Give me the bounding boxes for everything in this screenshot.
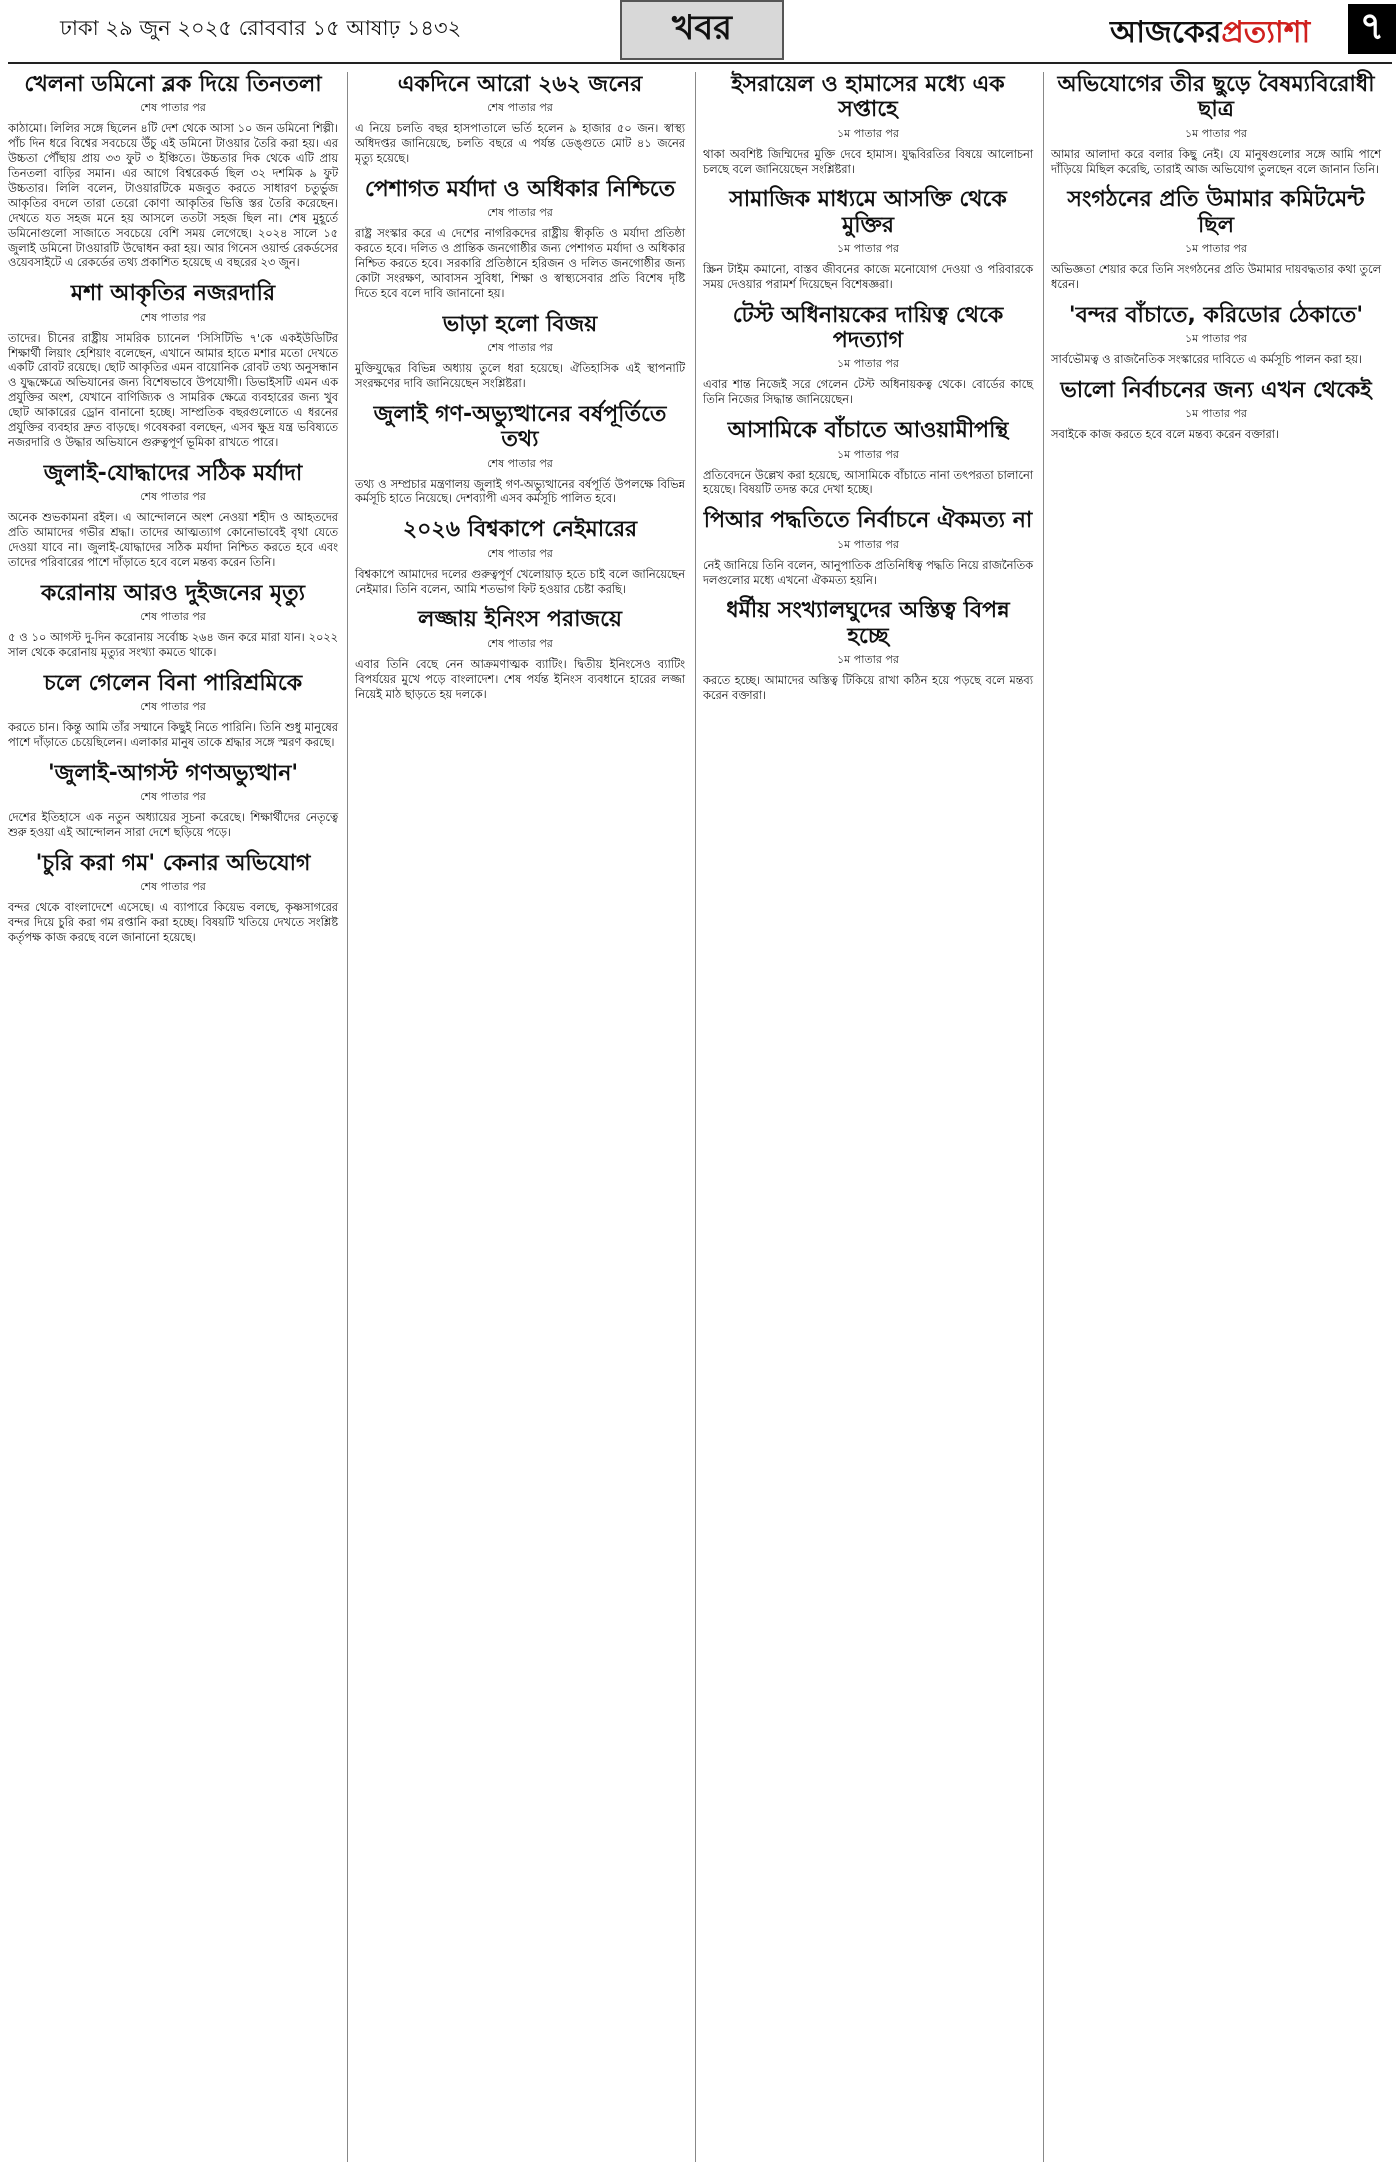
news-article (355, 72, 685, 167)
headline: টেস্ট অধিনায়কের দায়িত্ব থেকে পদত্যাগ (732, 302, 1004, 354)
headline: মশা আকৃতির নজরদারি (70, 281, 276, 307)
headline: ধর্মীয় সংখ্যালঘুদের অস্তিত্ব বিপন্ন হচ্ছে (726, 598, 1010, 649)
section-title: খবর (620, 0, 784, 60)
news-article (1051, 378, 1381, 443)
headline: একদিনে আরো ২৬২ জনের (397, 72, 643, 97)
news-article (1051, 303, 1381, 368)
page-number: ৭ (1348, 4, 1396, 54)
article-body: তাদের। চীনের রাষ্ট্রীয় সামরিক চ্যানেল 'সিসিটিভি ৭'কে একইউডিটির শিক্ষার্থী লিয়াং হেশিয়াং বলেছেন, এখানে আমার হাতে মশার মতো দেখতে একটি রোবট রয়েছে। ছোট আকৃতির এমন বায়োনিক রোবট তথ্য অনুসন্ধান ও যুদ্ধক্ষেত্রে অভিযানের জন্য বিশেষভাবে উপযোগী। ডিভাইসটি এমন এক প্রযুক্তির অংশ, যেখানে বাণিজ্যিক ও সামরিক ক্ষেত্রে ব্যবহারের জন্য খুব ছোট আকারের ড্রোন বানানো হচ্ছে। সাম্প্রতিক বছরগুলোতে এ ধরনের প্রযুক্তির ব্যবহার দ্রুত বাড়ছে। গবেষকরা বলছেন, এসব ক্ষুদ্র যন্ত্র ভবিষ্যতে নজরদারি ও উদ্ধার অভিযানে গুরুত্বপূর্ণ ভূমিকা রাখতে পারে। (8, 331, 338, 449)
headline: 'চুরি করা গম' কেনার অভিযোগ (35, 851, 311, 877)
article-body: বিশ্বকাপে আমাদের দলের গুরুত্বপূর্ণ খেলোয়াড় হতে চাই বলে জানিয়েছেন নেইমার। তিনি বলেন, আমি শতভাগ ফিট হওয়ার চেষ্টা করছি। (355, 567, 685, 596)
news-article (355, 402, 685, 507)
article-body: দেশের ইতিহাসে এক নতুন অধ্যায়ের সূচনা করেছে। শিক্ষার্থীদের নেতৃত্বে শুরু হওয়া এই আন্দোলন সারা দেশে ছড়িয়ে পড়ে। (8, 811, 338, 840)
continuation-label: শেষ পাতার পর (140, 700, 206, 714)
headline: পিআর পদ্ধতিতে নির্বাচনে ঐকমত্য না (703, 508, 1033, 534)
article-body: অভিজ্ঞতা শেয়ার করে তিনি সংগঠনের প্রতি উমামার দায়বদ্ধতার কথা তুলে ধরেন। (1051, 263, 1381, 291)
continuation-label: ১ম পাতার পর (837, 537, 899, 551)
continuation-label: ১ম পাতার পর (837, 447, 899, 461)
column-2 (355, 72, 685, 712)
news-article (8, 671, 338, 751)
news-article (8, 281, 338, 451)
column-4 (1051, 72, 1381, 453)
logo-part-a: আজকের (1110, 15, 1222, 50)
column-3 (703, 72, 1033, 714)
news-article (355, 607, 685, 702)
headline: 'জুলাই-আগস্ট গণঅভ্যুত্থান' (47, 761, 299, 787)
headline: জুলাই-যোদ্ধাদের সঠিক মর্যাদা (43, 460, 303, 486)
headline: পেশাগত মর্যাদা ও অধিকার নিশ্চিতে (364, 177, 676, 203)
news-article (355, 517, 685, 597)
dateline: ঢাকা ২৯ জুন ২০২৫ রোববার ১৫ আষাঢ় ১৪৩২ (60, 16, 462, 40)
news-article (8, 581, 338, 661)
article-body: এবার তিনি বেছে নেন আক্রমণাত্মক ব্যাটিং। দ্বিতীয় ইনিংসেও ব্যাটিং বিপর্যয়ের মুখে পড়ে বাংলাদেশ। শেষ পর্যন্ত ইনিংস ব্যবধানে হারের লজ্জা নিয়েই মাঠ ছাড়তে হয় দলকে। (355, 657, 685, 701)
article-body: অনেক শুভকামনা রইল। এ আন্দোলনে অংশ নেওয়া শহীদ ও আহতদের প্রতি আমাদের গভীর শ্রদ্ধা। তাদের আত্মত্যাগ কোনোভাবেই বৃথা যেতে দেওয়া যাবে না। জুলাই-যোদ্ধাদের সঠিক মর্যাদা নিশ্চিত করতে হবে এবং তাদের পরিবারের পাশে দাঁড়াতে হবে বলে মন্তব্য করেন তিনি। (8, 511, 338, 569)
logo-part-b: প্রত্যাশা (1221, 15, 1311, 50)
continuation-label: শেষ পাতার পর (487, 456, 553, 470)
headline: 'বন্দর বাঁচাতে, করিডোর ঠেকাতে' (1068, 302, 1364, 328)
news-article (8, 761, 338, 841)
continuation-label: ১ম পাতার পর (837, 357, 899, 371)
article-body: নেই জানিয়ে তিনি বলেন, আনুপাতিক প্রতিনিধিত্ব পদ্ধতি নিয়ে রাজনৈতিক দলগুলোর মধ্যে এখনো ঐকমত্য হয়নি। (703, 558, 1033, 587)
article-body: ৫ ও ১০ আগস্ট দু-দিন করোনায় সর্বোচ্চ ২৬৪ জন করে মারা যান। ২০২২ সাল থেকে করোনায় মৃত্যুর সংখ্যা কমতে থাকে। (8, 631, 338, 660)
continuation-label: ১ম পাতার পর (1185, 242, 1247, 255)
headline: সামাজিক মাধ্যমে আসক্তি থেকে মুক্তির (729, 187, 1007, 238)
news-article (8, 72, 338, 271)
article-body: মুক্তিযুদ্ধের বিভিন্ন অধ্যায় তুলে ধরা হয়েছে। ঐতিহাসিক এই স্থাপনাটি সংরক্ষণের দাবি জানিয়েছেন সংশ্লিষ্টরা। (355, 362, 685, 391)
continuation-label: ১ম পাতার পর (837, 126, 899, 140)
continuation-label: শেষ পাতার পর (140, 490, 206, 504)
continuation-label: শেষ পাতার পর (140, 790, 206, 804)
continuation-label: শেষ পাতার পর (140, 610, 206, 624)
continuation-label: শেষ পাতার পর (487, 341, 553, 355)
article-body: আমার আলাদা করে বলার কিছু নেই। যে মানুষগুলোর সঙ্গে আমি পাশে দাঁড়িয়ে মিছিল করেছি, তারাই আজ অভিযোগ তুলছেন বলে জানান তিনি। (1051, 147, 1381, 176)
article-body: তথ্য ও সম্প্রচার মন্ত্রণালয় জুলাই গণ-অভ্যুত্থানের বর্ষপূর্তি উপলক্ষে বিভিন্ন কর্মসূচি হাতে নিয়েছে। দেশব্যাপী এসব কর্মসূচি পালিত হবে। (355, 477, 685, 506)
article-body: এবার শান্ত নিজেই সরে গেলেন টেস্ট অধিনায়কত্ব থেকে। বোর্ডের কাছে তিনি নিজের সিদ্ধান্ত জানিয়েছেন। (703, 378, 1033, 407)
headline: অভিযোগের তীর ছুড়ে বৈষম্যবিরোধী ছাত্র (1057, 72, 1375, 123)
news-article (703, 508, 1033, 588)
continuation-label: শেষ পাতার পর (487, 206, 553, 220)
headline: করোনায় আরও দুইজনের মৃত্যু (41, 580, 305, 606)
headline: জুলাই গণ-অভ্যুত্থানের বর্ষপূর্তিতে তথ্য (373, 401, 667, 453)
continuation-label: শেষ পাতার পর (487, 546, 553, 560)
headline: ভাড়া হলো বিজয় (442, 311, 598, 337)
continuation-label: শেষ পাতার পর (140, 880, 206, 894)
news-article (1051, 72, 1381, 177)
column-divider (695, 72, 696, 2162)
headline: খেলনা ডমিনো ব্লক দিয়ে তিনতলা (24, 72, 322, 97)
news-article (703, 418, 1033, 498)
continuation-label: শেষ পাতার পর (140, 310, 206, 324)
headline: চলে গেলেন বিনা পারিশ্রমিকে (43, 670, 303, 696)
continuation-label: ১ম পাতার পর (1185, 407, 1247, 421)
news-article (1051, 187, 1381, 292)
headline: সংগঠনের প্রতি উমামার কমিটমেন্ট ছিল (1067, 187, 1365, 238)
article-body: প্রতিবেদনে উল্লেখ করা হয়েছে, আসামিকে বাঁচাতে নানা তৎপরতা চালানো হয়েছে। বিষয়টি তদন্ত করে দেখা হচ্ছে। (703, 468, 1033, 497)
headline: ভালো নির্বাচনের জন্য এখন থেকেই (1060, 378, 1372, 404)
header-rule (8, 62, 1392, 64)
article-body: সার্বভৌমত্ব ও রাজনৈতিক সংস্কারের দাবিতে এ কর্মসূচি পালন করা হয়। (1051, 353, 1362, 367)
headline: ২০২৬ বিশ্বকাপে নেইমারের (402, 517, 638, 543)
article-body: সবাইকে কাজ করতে হবে বলে মন্তব্য করেন বক্তারা। (1051, 428, 1279, 442)
news-article (703, 72, 1033, 177)
headline: ইসরায়েল ও হামাসের মধ্যে এক সপ্তাহে (731, 72, 1005, 123)
continuation-label: ১ম পাতার পর (837, 653, 899, 667)
news-article (8, 851, 338, 946)
news-article (355, 177, 685, 302)
headline: আসামিকে বাঁচাতে আওয়ামীপন্থি (727, 418, 1009, 444)
article-body: কাঠামো। লিলির সঙ্গে ছিলেন ৪টি দেশ থেকে আসা ১০ জন ডমিনো শিল্পী। পাঁচ দিন ধরে বিশ্বের সবচেয়ে উঁচু এই ডমিনো টাওয়ার তৈরি করা হয়। এর উচ্চতা পৌঁছায় প্রায় ৩৩ ফুট ৩ ইঞ্চিতে। উচ্চতার দিক থেকে এটি প্রায় তিনতলা বাড়ির সমান। এর আগে বিশ্বরেকর্ড ছিল ৩২ দশমিক ৯ ফুট উচ্চতার। লিলি বলেন, টাওয়ারটিকে মজবুত করতে সাধারণ চতুর্ভুজ আকৃতির বদলে তারা তেরো কোণা আকৃতির ভিত্তি স্তর তৈরি করেছেন। দেখতে যত সহজ মনে হয় আসলে ততটা সহজ ছিল না। শেষ মুহূর্তে ডমিনোগুলো সাজাতে সবচেয়ে বেশি সময় লেগেছে। ২০২৪ সালে ১৫ জুলাই ডমিনো টাওয়ারটি উদ্বোধন করা হয়। আর গিনেস ওয়ার্ল্ড রেকর্ডসের ওয়েবসাইটে এ রেকর্ডের তথ্য প্রকাশিত হয়েছে এ বছরের ২৩ জুন। (8, 122, 338, 270)
newspaper-logo (1110, 8, 1310, 59)
column-divider (1043, 72, 1044, 2162)
headline: লজ্জায় ইনিংস পরাজয়ে (418, 607, 622, 633)
article-body: রাষ্ট্র সংস্কার করে এ দেশের নাগরিকদের রাষ্ট্রীয় স্বীকৃতি ও মর্যাদা প্রতিষ্ঠা করতে হবে। দলিত ও প্রান্তিক জনগোষ্ঠীর জন্য পেশাগত মর্যাদা ও অধিকার নিশ্চিত করতে হবে। সরকারি প্রতিষ্ঠানে হরিজন ও দলিত জনগোষ্ঠীর জন্য কোটা সংরক্ষণ, আবাসন সুবিধা, শিক্ষা ও স্বাস্থ্যসেবার প্রতি বিশেষ দৃষ্টি দিতে হবে বলে দাবি জানানো হয়। (355, 227, 685, 300)
news-article (703, 598, 1033, 703)
continuation-label: শেষ পাতার পর (487, 101, 553, 115)
news-article (703, 187, 1033, 292)
article-body: এ নিয়ে চলতি বছর হাসপাতালে ভর্তি হলেন ৯ হাজার ৫০ জন। স্বাস্থ্য অধিদপ্তর জানিয়েছে, চলতি বছরে এ পর্যন্ত ডেঙ্গুতে মোট ৪১ জনের মৃত্যু হয়েছে। (355, 122, 685, 166)
article-body: থাকা অবশিষ্ট জিম্মিদের মুক্তি দেবে হামাস। যুদ্ধবিরতির বিষয়ে আলোচনা চলছে বলে জানিয়েছেন সংশ্লিষ্টরা। (703, 147, 1033, 176)
continuation-label: ১ম পাতার পর (1185, 332, 1247, 346)
column-1 (8, 72, 338, 956)
article-body: করতে হচ্ছে। আমাদের অস্তিত্ব টিকিয়ে রাখা কঠিন হয়ে পড়ছে বলে মন্তব্য করেন বক্তারা। (703, 674, 1033, 702)
article-body: স্ক্রিন টাইম কমানো, বাস্তব জীবনের কাজে মনোযোগ দেওয়া ও পরিবারকে সময় দেওয়ার পরামর্শ দিয়েছেন বিশেষজ্ঞরা। (703, 263, 1033, 291)
article-body: বন্দর থেকে বাংলাদেশে এসেছে। এ ব্যাপারে কিয়েভ বলছে, কৃষ্ণসাগরের বন্দর দিয়ে চুরি করা গম রপ্তানি করা হচ্ছে। বিষয়টি খতিয়ে দেখতে সংশ্লিষ্ট কর্তৃপক্ষ কাজ করছে বলে জানানো হয়েছে। (8, 901, 338, 945)
article-body: করতে চান। কিন্তু আমি তাঁর সম্মানে কিছুই নিতে পারিনি। তিনি শুধু মানুষের পাশে দাঁড়াতে চেয়েছিলেন। এলাকার মানুষ তাকে শ্রদ্ধার সঙ্গে স্মরণ করছে। (8, 721, 338, 750)
news-article (703, 303, 1033, 408)
column-divider (347, 72, 348, 2162)
news-article (355, 312, 685, 392)
continuation-label: শেষ পাতার পর (487, 636, 553, 650)
continuation-label: ১ম পাতার পর (1185, 126, 1247, 140)
continuation-label: ১ম পাতার পর (837, 242, 899, 255)
masthead (0, 0, 1400, 60)
continuation-label: শেষ পাতার পর (140, 101, 206, 115)
news-article (8, 461, 338, 571)
